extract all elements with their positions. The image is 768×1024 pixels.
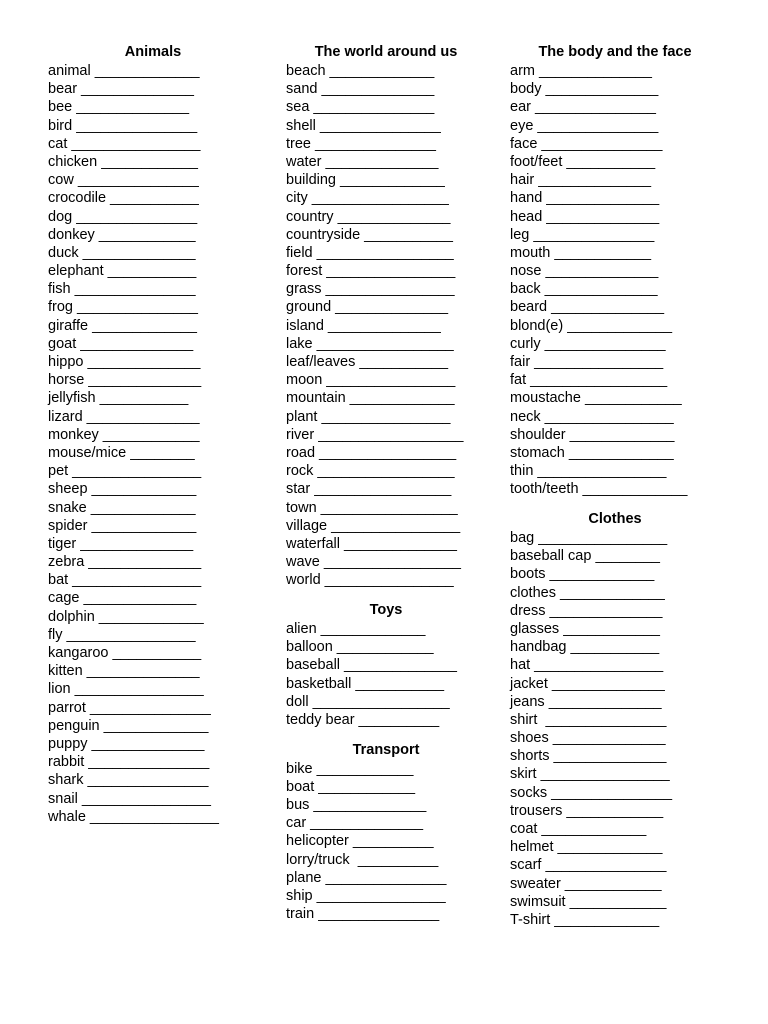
word-item: hair ______________ <box>510 172 652 189</box>
word-item: chicken ____________ <box>48 153 198 170</box>
column-1 <box>48 42 258 836</box>
section-animals <box>48 42 258 826</box>
word-item: village ________________ <box>286 517 461 534</box>
word-item: bus ______________ <box>286 796 427 813</box>
section-title: The world around us <box>314 44 458 60</box>
word-item: hippo ______________ <box>48 354 201 370</box>
word-item: pet ________________ <box>48 463 202 480</box>
word-item: animal _____________ <box>48 63 200 79</box>
word-item: zebra ______________ <box>48 554 202 571</box>
word-item: cage ______________ <box>48 590 197 607</box>
section-clothes <box>510 509 720 929</box>
word-item: ear _______________ <box>510 99 656 116</box>
word-item: rock _________________ <box>286 463 455 480</box>
word-item: jeans ______________ <box>510 693 662 710</box>
word-item: lorry/truck __________ <box>286 851 439 868</box>
word-item: handbag ___________ <box>510 639 660 656</box>
word-item: skirt ________________ <box>510 766 670 783</box>
word-item: shoulder _____________ <box>510 426 675 443</box>
word-item: baseball cap ________ <box>510 548 660 565</box>
word-item: doll _________________ <box>286 693 450 710</box>
word-item: clothes _____________ <box>510 584 665 601</box>
word-item: sand ______________ <box>286 81 435 98</box>
word-list <box>48 62 258 826</box>
word-item: dog _______________ <box>48 208 198 225</box>
word-item: star _________________ <box>286 481 452 498</box>
column-2 <box>286 42 486 934</box>
word-item: countryside ___________ <box>286 226 453 243</box>
word-item: helicopter __________ <box>286 833 434 850</box>
word-item: goat ______________ <box>48 335 194 352</box>
word-item: road _________________ <box>286 444 457 461</box>
word-item: curly _______________ <box>510 335 666 352</box>
word-item: mouth ____________ <box>510 244 652 261</box>
word-item: frog _______________ <box>48 299 198 316</box>
word-item: fat _________________ <box>510 372 668 389</box>
word-item: parrot _______________ <box>48 699 211 716</box>
word-item: shark _______________ <box>48 772 209 789</box>
word-item: shorts ______________ <box>510 748 667 765</box>
word-item: fish _______________ <box>48 281 196 298</box>
word-item: kitten ______________ <box>48 663 200 680</box>
word-item: spider _____________ <box>48 517 197 534</box>
word-item: snail ________________ <box>48 790 211 807</box>
word-item: water ______________ <box>286 153 439 170</box>
word-item: sea _______________ <box>286 99 435 116</box>
word-item: snake _____________ <box>48 499 196 516</box>
word-item: cat ________________ <box>48 135 201 152</box>
word-item: kangaroo ___________ <box>48 645 202 661</box>
word-item: bag ________________ <box>510 530 668 546</box>
word-item: whale ________________ <box>48 808 219 825</box>
word-item: body ______________ <box>510 81 659 98</box>
word-item: foot/feet ___________ <box>510 153 656 170</box>
word-item: arm ______________ <box>510 63 652 79</box>
word-item: scarf _______________ <box>510 857 667 874</box>
word-item: mountain _____________ <box>286 390 455 407</box>
word-item: back ______________ <box>510 281 658 298</box>
word-item: elephant ___________ <box>48 263 197 280</box>
word-item: beach _____________ <box>286 63 435 79</box>
word-item: eye _______________ <box>510 117 659 134</box>
word-item: donkey ____________ <box>48 226 196 243</box>
word-item: cow _______________ <box>48 172 199 189</box>
word-item: stomach _____________ <box>510 444 674 461</box>
word-item: sweater ____________ <box>510 875 662 892</box>
word-item: town _________________ <box>286 499 458 516</box>
word-item: beard ______________ <box>510 299 665 316</box>
section-title: Clothes <box>588 511 642 527</box>
word-item: socks _______________ <box>510 784 673 801</box>
section-the-world-around-us <box>286 42 486 589</box>
word-item: head ______________ <box>510 208 660 225</box>
word-item: bee ______________ <box>48 99 190 116</box>
word-item: bear ______________ <box>48 81 194 98</box>
section-title: The body and the face <box>538 44 692 60</box>
word-item: lion ________________ <box>48 681 204 698</box>
section-title: Toys <box>369 601 403 618</box>
section-title: Animals <box>124 44 182 60</box>
word-item: face _______________ <box>510 135 663 152</box>
section-title: Transport <box>352 741 420 758</box>
column-3 <box>510 42 720 940</box>
word-item: building _____________ <box>286 172 445 189</box>
word-item: puppy ______________ <box>48 735 205 752</box>
word-item: fly ________________ <box>48 626 196 643</box>
word-item: tree _______________ <box>286 135 436 152</box>
word-item: moustache ____________ <box>510 390 682 407</box>
word-item: country ______________ <box>286 208 451 225</box>
word-item: dolphin _____________ <box>48 608 204 625</box>
word-item: leaf/leaves ___________ <box>286 354 449 370</box>
word-item: giraffe _____________ <box>48 317 197 334</box>
word-item: world ________________ <box>286 572 454 589</box>
word-item: penguin _____________ <box>48 717 209 734</box>
word-item: mouse/mice ________ <box>48 444 195 461</box>
word-item: monkey ____________ <box>48 426 200 443</box>
word-item: city _________________ <box>286 190 449 207</box>
word-item: jellyfish ___________ <box>48 390 189 407</box>
word-item: neck ________________ <box>510 408 674 425</box>
section-toys <box>286 600 486 729</box>
word-list <box>286 760 486 924</box>
word-item: ground ______________ <box>286 299 449 316</box>
word-item: car ______________ <box>286 815 424 832</box>
word-item: sheep _____________ <box>48 481 197 498</box>
word-item: lizard ______________ <box>48 408 200 425</box>
word-item: tooth/teeth _____________ <box>510 481 688 498</box>
word-item: train _______________ <box>286 906 440 923</box>
word-item: horse ______________ <box>48 372 202 389</box>
word-item: teddy bear __________ <box>286 711 440 728</box>
word-item: wave _________________ <box>286 554 461 571</box>
word-list <box>510 529 720 929</box>
word-item: blond(e) _____________ <box>510 317 673 334</box>
word-item: swimsuit ____________ <box>510 893 667 910</box>
word-item: coat _____________ <box>510 821 647 837</box>
word-item: forest ________________ <box>286 263 456 280</box>
word-item: duck ______________ <box>48 244 196 261</box>
word-item: shirt _______________ <box>510 711 667 728</box>
word-item: T-shirt _____________ <box>510 911 660 928</box>
word-item: plant ________________ <box>286 408 451 425</box>
word-item: ship ________________ <box>286 887 446 904</box>
word-item: island ______________ <box>286 317 441 334</box>
word-item: helmet _____________ <box>510 839 663 856</box>
word-item: bird _______________ <box>48 117 198 134</box>
word-item: boots _____________ <box>510 566 655 583</box>
word-item: hat ________________ <box>510 657 664 674</box>
word-item: fair ________________ <box>510 354 664 370</box>
word-item: field _________________ <box>286 244 454 261</box>
word-item: shell _______________ <box>286 117 441 134</box>
word-item: basketball ___________ <box>286 675 445 692</box>
section-the-body-and-the-face <box>510 42 720 499</box>
word-list <box>286 620 486 729</box>
word-item: nose ______________ <box>510 263 659 280</box>
word-item: alien _____________ <box>286 620 426 637</box>
word-item: shoes ______________ <box>510 730 666 747</box>
word-item: balloon ____________ <box>286 639 434 656</box>
word-item: bike ____________ <box>286 760 414 777</box>
word-list <box>286 62 486 589</box>
word-item: jacket ______________ <box>510 675 665 692</box>
word-item: boat ____________ <box>286 778 416 795</box>
word-item: moon ________________ <box>286 372 456 389</box>
word-item: dress ______________ <box>510 602 663 619</box>
word-item: lake _________________ <box>286 335 454 352</box>
word-item: crocodile ___________ <box>48 190 199 207</box>
word-item: bat ________________ <box>48 572 202 589</box>
word-item: grass ________________ <box>286 281 455 298</box>
word-item: waterfall ______________ <box>286 535 457 552</box>
word-item: thin ________________ <box>510 463 667 480</box>
word-item: rabbit _______________ <box>48 754 210 771</box>
section-transport <box>286 740 486 924</box>
word-item: tiger ______________ <box>48 535 194 552</box>
word-item: trousers ____________ <box>510 802 664 819</box>
word-item: baseball ______________ <box>286 657 457 674</box>
word-item: river __________________ <box>286 426 464 443</box>
word-item: leg _______________ <box>510 226 655 243</box>
word-item: hand ______________ <box>510 190 660 207</box>
word-item: plane _______________ <box>286 869 447 886</box>
word-list <box>510 62 720 499</box>
word-item: glasses ____________ <box>510 620 660 637</box>
